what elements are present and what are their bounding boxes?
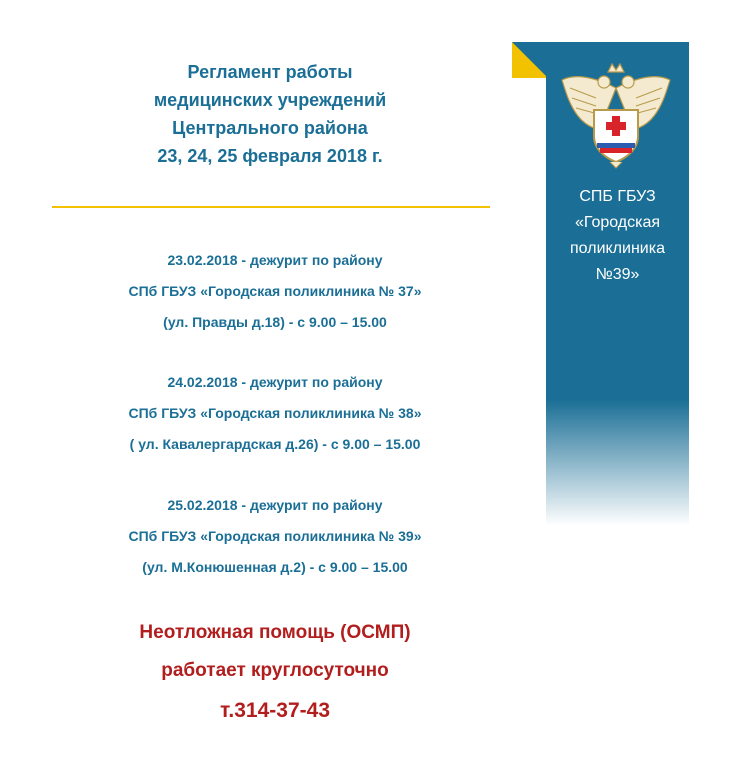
clinic-name-line-3: поликлиника [570, 240, 665, 257]
title-dates: 23, 24, 25 февраля 2018 г. [157, 146, 383, 166]
clinic-name-line-2: «Городская [574, 214, 661, 231]
schedule-entry-2 [40, 367, 510, 460]
clinic-name-line-4: №39» [595, 266, 640, 283]
entry-date-line: 25.02.2018 - дежурит по району [167, 497, 383, 513]
clinic-name-line-1: СПБ ГБУЗ [579, 188, 656, 205]
entry-date-line: 24.02.2018 - дежурит по району [167, 374, 383, 390]
blue-fold-corner [512, 42, 548, 78]
emergency-info [40, 614, 510, 732]
title-line-3: Центрального района [172, 118, 368, 138]
emergency-hours: работает круглосуточно [161, 660, 389, 681]
title-line-2: медицинских учреждений [153, 90, 387, 110]
page-title [60, 58, 480, 170]
entry-clinic-line: СПб ГБУЗ «Городская поликлиника № 39» [128, 528, 422, 544]
entry-date-line: 23.02.2018 - дежурит по району [167, 252, 383, 268]
title-line-1: Регламент работы [187, 62, 353, 82]
emergency-title: Неотложная помощь (ОСМП) [139, 622, 411, 643]
double-headed-eagle-red-cross-emblem-icon [556, 58, 676, 170]
entry-address-line: (ул. М.Конюшенная д.2) - с 9.00 – 15.00 [142, 559, 408, 575]
entry-address-line: ( ул. Кавалергардская д.26) - с 9.00 – 15.00 [129, 436, 421, 452]
emergency-phone: т.314-37-43 [219, 699, 330, 722]
entry-clinic-line: СПб ГБУЗ «Городская поликлиника № 38» [128, 405, 422, 421]
clinic-name [546, 184, 689, 288]
entry-address-line: (ул. Правды д.18) - с 9.00 – 15.00 [163, 314, 387, 330]
schedule-entry-3 [40, 490, 510, 583]
title-divider [52, 206, 490, 208]
schedule-entry-1 [40, 245, 510, 338]
entry-clinic-line: СПб ГБУЗ «Городская поликлиника № 37» [128, 283, 422, 299]
